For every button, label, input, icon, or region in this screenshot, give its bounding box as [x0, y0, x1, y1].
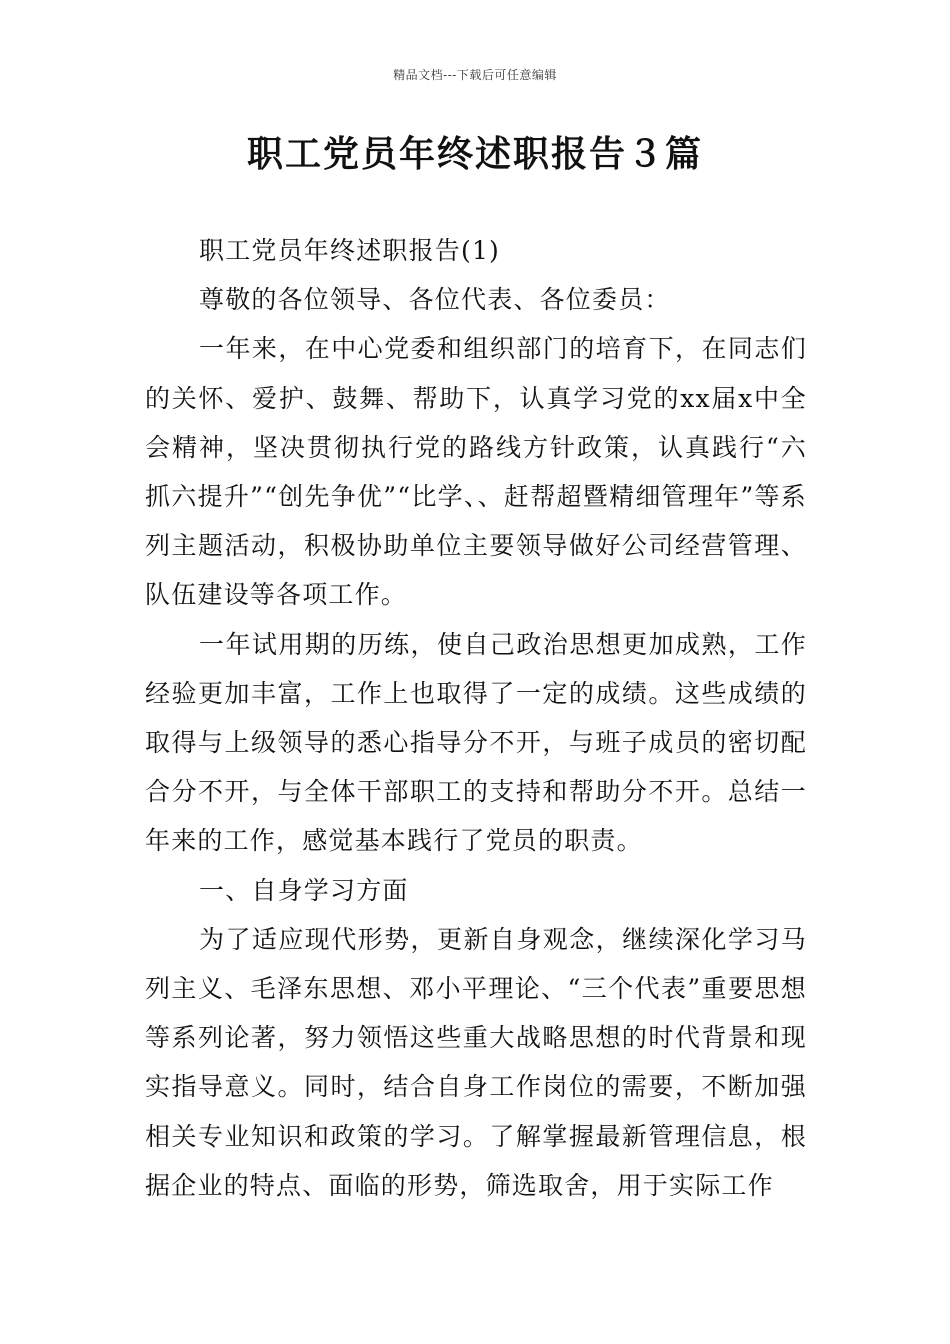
report-subtitle: 职工党员年终述职报告(1) [199, 236, 501, 265]
header-note: 精品文档---下载后可任意编辑 [393, 68, 557, 82]
salutation: 尊敬的各位领导、各位代表、各位委员： [199, 285, 671, 315]
body-paragraph: 一年来，在中心党委和组织部门的培育下，在同志们的关怀、爱护、鼓舞、帮助下，认真学习党的xx届x中全会精神，坚决贯彻执行党的路线方针政策，认真践行“六抓六提升”“创先争优”“比学、、赶帮超暨精细管理年”等系列主题活动，积极协助单位主要领导做好公司经营管理、队伍建设等各项工作。 [145, 334, 807, 610]
document-title: 职工党员年终述职报告３篇 [246, 134, 703, 175]
body-paragraph: 为了适应现代形势，更新自身观念，继续深化学习马列主义、毛泽东思想、邓小平理论、“三个代表”重要思想等系列论著，努力领悟这些重大战略思想的时代背景和现实指导意义。同时，结合自身工作岗位的需要，不断加强相关专业知识和政策的学习。了解掌握最新管理信息，根据企业的特点、面临的形势，筛选取舍，用于实际工作 [145, 924, 807, 1200]
body-paragraph: 一年试用期的历练，使自己政治思想更加成熟，工作经验更加丰富，工作上也取得了一定的成绩。这些成绩的取得与上级领导的悉心指导分不开，与班子成员的密切配合分不开，与全体干部职工的支持和帮助分不开。总结一年来的工作，感觉基本践行了党员的职责。 [145, 629, 807, 856]
document-body [145, 226, 807, 1210]
section-heading: 一、自身学习方面 [199, 875, 409, 905]
